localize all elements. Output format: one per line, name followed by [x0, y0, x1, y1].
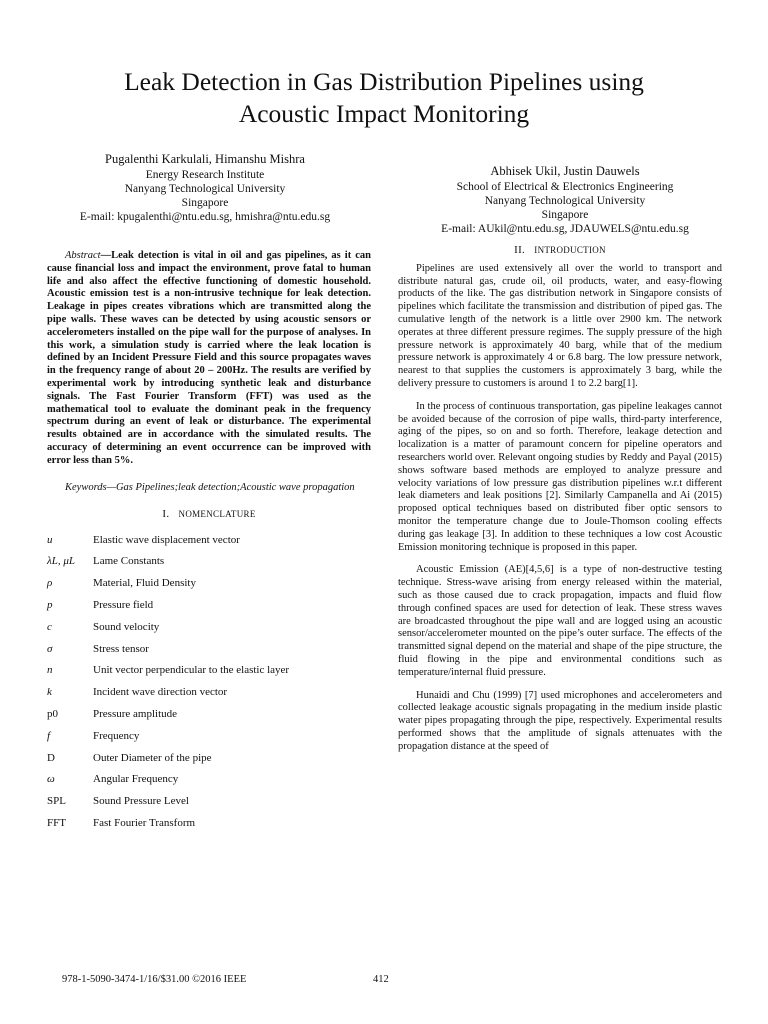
- nomenclature-row: [47, 813, 371, 835]
- author-names: Pugalenthi Karkulali, Himanshu Mishra: [105, 152, 305, 166]
- footer-copyright: 978-1-5090-3474-1/16/$31.00 ©2016 IEEE: [62, 974, 247, 985]
- nomenclature-symbol: u⃗: [47, 533, 62, 546]
- author-email: E-mail: AUkil@ntu.edu.sg, JDAUWELS@ntu.edu.sg: [441, 223, 689, 235]
- author-affiliation: Energy Research Institute: [145, 169, 265, 181]
- abstract-body: Leak detection is vital in oil and gas pipelines, as it can cause financial loss and impact the environment, prove fatal to human life and also affect the effective functioning of domestic household. Acoustic emission test is a non-intrusive technique for leak detection. Leakage in pipes creates vibrations which are transmitted along the pipe walls. These waves can be detected by using acoustic sensors or accelerometers installed on the pipe wall for the purpose of analyses. In this work, a simulation study is carried where the leak location is defined by an Incident Pressure Field and this source propagates waves in the frequency range of about 20 – 200Hz. The results are verified by experimental work by introducing synthetic leak and disturbance signals. The Fast Fourier Transform (FFT) was used as the mathematical tool to evaluate the dominant peak in the frequency spectrum during an event of leak or disturbance. The experimental results obtained are in accordance with the simulated results. The accuracy of determining an event occurrence can be improved with error less than 5%.: [47, 250, 371, 466]
- nomenclature-definition: Pressure field: [93, 599, 154, 612]
- nomenclature-row: [47, 682, 371, 704]
- nomenclature-list: [47, 529, 371, 834]
- title-line-2: Acoustic Impact Monitoring: [238, 99, 530, 128]
- nomenclature-symbol: p: [47, 599, 53, 612]
- nomenclature-symbol: FFT: [47, 817, 66, 829]
- nomenclature-definition: Unit vector perpendicular to the elastic layer: [93, 664, 290, 677]
- author-country: Singapore: [181, 197, 229, 209]
- nomenclature-row: [47, 660, 371, 682]
- intro-paragraph-1: Pipelines are used extensively all over the world to transport and distribute natural gas, crude oil, oil products, water, and easy-flowing products of the like. The gas distribution network in Singapore consists of pipelines which facilitate the transmission and distribution of piped gas. The cumulative length of the network is a little over 2900 km. The network operates at three different pressure regimes. The supply pressure of the high pressure network is approximately 40 barg, while that of the medium pressure network is approximately 4 or 6.8 barg. The low pressure network, nearest to that supplies the customers is approximately 3 barg, while the delivery pressure to customers is around 1 to 2.2 barg[1].: [398, 262, 722, 389]
- nomenclature-row: [47, 551, 371, 573]
- nomenclature-symbol: n⃗: [47, 664, 62, 677]
- author-country: Singapore: [541, 209, 589, 221]
- nomenclature-definition: Angular Frequency: [93, 773, 179, 786]
- nomenclature-row: [47, 638, 371, 660]
- nomenclature-row: [47, 529, 371, 551]
- left-column: [47, 250, 371, 834]
- section-numeral: I.: [162, 508, 170, 521]
- nomenclature-symbol: k⃗: [47, 686, 61, 699]
- abstract-lead: Abstract: [65, 250, 101, 261]
- nomenclature-definition: Elastic wave displacement vector: [93, 533, 240, 546]
- nomenclature-row: [47, 725, 371, 747]
- author-university: Nanyang Technological University: [484, 195, 646, 207]
- nomenclature-row: [47, 747, 371, 769]
- nomenclature-definition: Sound Pressure Level: [93, 795, 189, 808]
- right-column: [398, 244, 722, 763]
- nomenclature-definition: Incident wave direction vector: [93, 686, 228, 699]
- abstract-dash: —: [100, 250, 112, 261]
- author-names: Abhisek Ukil, Justin Dauwels: [490, 164, 640, 178]
- intro-paragraph-3: Acoustic Emission (AE)[4,5,6] is a type of non-destructive testing technique. Stress-wave arising from energy released within the material, such as those caused due to crack propagation, impacts and fluid flow through confined spaces are used for detection of leak. These stress waves are broadcasted throughout the pipe wall and are logged using an acoustic sensor/accelerometer mounted on the pipe’s outer surface. The effects of the transmitted signal depend on the material and shape of the pipe structure, the fluid flowing in the pipe and environmental conditions such as temperature/internal fluid pressure.: [398, 564, 722, 678]
- title-line-1: Leak Detection in Gas Distribution Pipelines using: [124, 67, 644, 96]
- section-title: NOMENCLATURE: [178, 509, 256, 520]
- nomenclature-symbol: λL, μL: [47, 555, 76, 568]
- section-numeral: II.: [514, 244, 526, 256]
- nomenclature-symbol: D: [47, 751, 55, 764]
- section-heading-nomenclature: [47, 508, 371, 521]
- nomenclature-row: [47, 704, 371, 726]
- nomenclature-symbol: SPL: [47, 795, 66, 808]
- intro-paragraph-2: In the process of continuous transportation, gas pipeline leakages cannot be avoided because of the corrosion of pipe walls, third-party interference, aging of the pipes, so on and so forth. Therefore, leakage detection and localization is a matter of paramount concern for pipeline operators and researchers world over. Relevant ongoing studies by Reddy and Payal (2015) shows software based methods are employed to analyze pressure and velocity variations of low pressure gas distribution pipelines w.r.t different leak diameters and leak positions [2]. Similarly Campanella and Ai (2015) proposed optical techniques based on distributed fiber optic sensors to monitor the temperature change due to Joule-Thomson cooling effects during gas leakage [3]. In addition to these techniques a low cost Acoustic Emission monitoring technique is proposed in this paper.: [398, 400, 722, 553]
- nomenclature-row: [47, 791, 371, 813]
- nomenclature-definition: Fast Fourier Transform: [93, 817, 196, 829]
- page-number: 412: [373, 974, 389, 985]
- author-affiliation: School of Electrical & Electronics Engineering: [456, 181, 674, 193]
- nomenclature-definition: Lame Constants: [93, 555, 165, 568]
- nomenclature-definition: Stress tensor: [93, 642, 149, 655]
- nomenclature-definition: Outer Diameter of the pipe: [93, 751, 212, 764]
- section-title: INTRODUCTION: [534, 245, 606, 255]
- nomenclature-row: [47, 769, 371, 791]
- nomenclature-definition: Frequency: [93, 729, 140, 742]
- nomenclature-definition: Pressure amplitude: [93, 708, 178, 721]
- keywords: Keywords—Gas Pipelines;leak detection;Acoustic wave propagation: [65, 481, 355, 493]
- nomenclature-symbol: p0: [47, 708, 58, 721]
- nomenclature-row: [47, 573, 371, 595]
- author-block-left: [40, 152, 370, 224]
- intro-paragraph-4: Hunaidi and Chu (1999) [7] used microphones and accelerometers and collected leakage acoustic signals propagating in the medium inside plastic water pipes propagating through the pipe, respectively. Experimental results performed shows that the amplitude of signals attenuates with the propagation distance at the speed of: [398, 689, 722, 752]
- section-heading-introduction: [398, 244, 722, 257]
- nomenclature-row: [47, 616, 371, 638]
- nomenclature-definition: Sound velocity: [93, 620, 160, 633]
- author-block-right: [400, 164, 730, 236]
- nomenclature-row: [47, 595, 371, 617]
- paper-title: [40, 66, 728, 130]
- nomenclature-symbol: ω: [47, 773, 55, 786]
- nomenclature-symbol: ρ: [47, 577, 53, 590]
- nomenclature-symbol: σ: [47, 642, 53, 655]
- nomenclature-symbol: c: [47, 620, 52, 633]
- author-email: E-mail: kpugalenthi@ntu.edu.sg, hmishra@ntu.edu.sg: [79, 211, 331, 223]
- nomenclature-definition: Material, Fluid Density: [93, 577, 196, 590]
- abstract: [47, 250, 371, 468]
- nomenclature-symbol: f: [47, 729, 51, 742]
- author-university: Nanyang Technological University: [124, 183, 286, 195]
